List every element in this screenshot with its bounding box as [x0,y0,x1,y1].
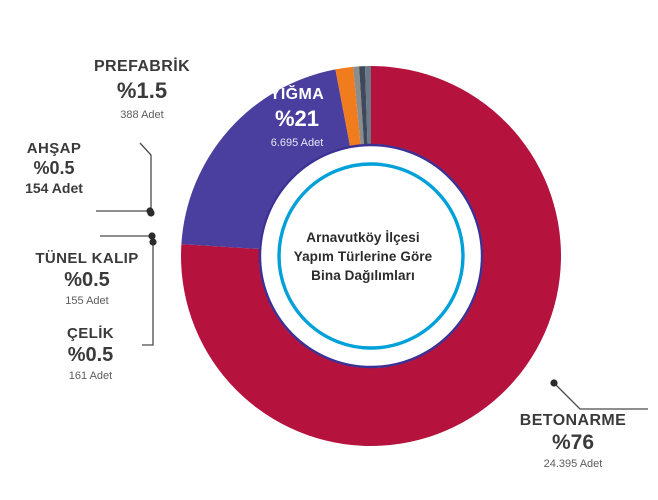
label-betonarme-count: 24.395 Adet [543,458,603,470]
label-celik-name: ÇELİK [67,325,114,342]
label-prefabrik-percent: %1.5 [116,78,168,103]
label-prefabrik [72,58,212,121]
label-betonarme-percent: %76 [551,431,595,454]
label-yigma-percent: %21 [274,106,320,131]
label-yigma-name: YIĞMA [269,86,325,103]
label-yigma-count: 6.695 Adet [270,137,324,149]
label-ahsap-name: AHŞAP [26,140,82,157]
label-betonarme-name: BETONARME [519,412,627,429]
label-tunel-kalip-name: TÜNEL KALIP [35,250,139,267]
label-tunel-kalip-count: 155 Adet [65,295,109,307]
label-celik [38,325,143,382]
center-line-3: Bina Dağılımları [311,268,415,284]
label-ahsap [6,140,102,196]
label-ahsap-percent: %0.5 [33,158,75,178]
leader-prefabrik [140,143,155,217]
label-tunel-kalip [22,250,152,307]
label-celik-percent: %0.5 [67,344,114,366]
leader-tunel-kalip [100,232,156,239]
label-celik-count: 161 Adet [68,370,113,382]
center-line-1: Arnavutköy İlçesi [306,230,420,245]
chart-center-caption [263,228,463,285]
label-prefabrik-count: 388 Adet [120,109,164,121]
label-prefabrik-name: PREFABRİK [93,58,191,75]
label-tunel-kalip-percent: %0.5 [64,269,110,291]
leader-ahsap [96,207,154,214]
leader-betonarme [550,379,648,409]
center-line-2: Yapım Türlerine Göre [293,249,433,265]
label-ahsap-count: 154 Adet [25,180,83,196]
label-betonarme [498,412,648,470]
label-yigma [232,86,362,149]
